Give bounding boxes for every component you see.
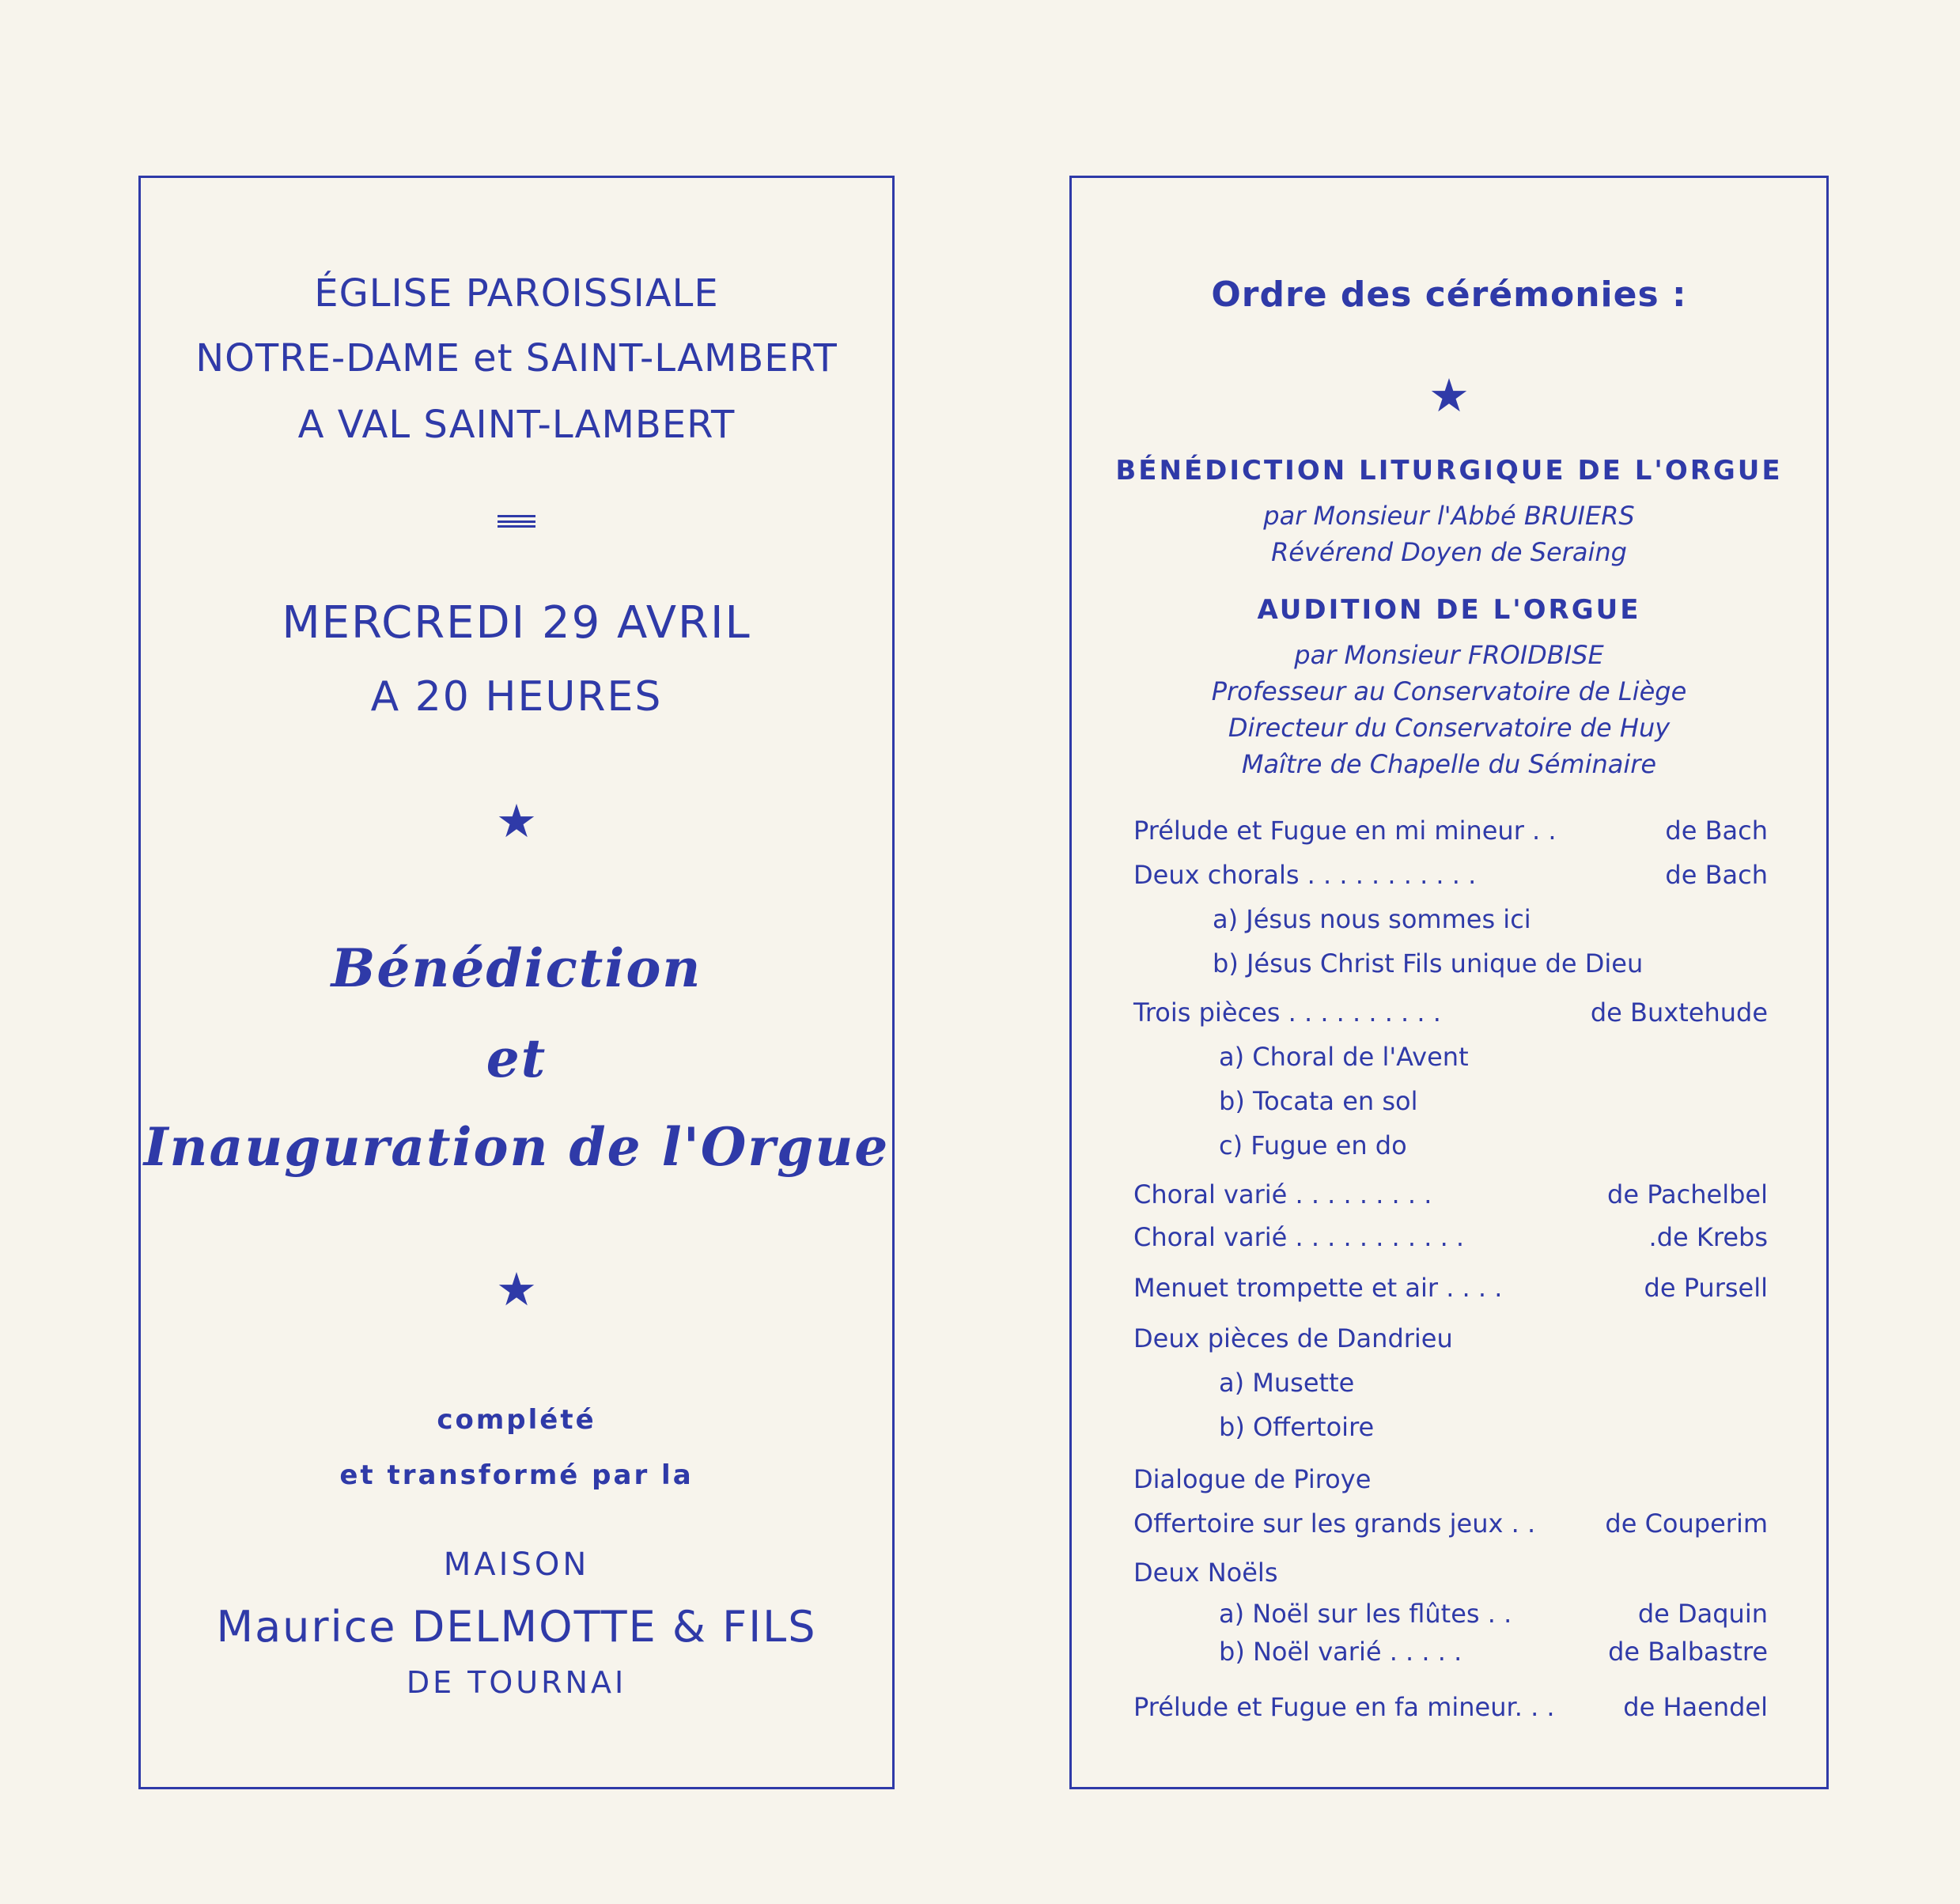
maker-city: DE TOURNAI (406, 1665, 627, 1700)
audition-role-1: Professeur au Conservatoire de Liège (1211, 676, 1687, 706)
program-subitem-composer: de Balbastre (1608, 1637, 1768, 1667)
program-subitem: a) Jésus nous sommes ici (1213, 904, 1531, 934)
benediction-officiant: par Monsieur l'Abbé BRUIERS (1263, 501, 1635, 531)
completed-text: complété (437, 1404, 596, 1436)
program-item-title: Trois pièces . . . . . . . . . . (1133, 997, 1441, 1028)
audition-role-2: Directeur du Conservatoire de Huy (1228, 713, 1671, 743)
program-item-title: Offertoire sur les grands jeux . . (1133, 1508, 1536, 1539)
left-panel (138, 176, 895, 1789)
program-item-composer: de Haendel (1623, 1692, 1768, 1722)
transformed-text: et transformé par la (339, 1459, 694, 1491)
gothic-title-line-3: Inauguration de l'Orgue (143, 1116, 890, 1178)
double-rule-divider (498, 515, 535, 528)
program-item-title: Prélude et Fugue en fa mineur. . . (1133, 1692, 1555, 1722)
maison-label: MAISON (443, 1546, 590, 1583)
star-icon: ★ (1428, 369, 1470, 422)
program-item-title: Choral varié . . . . . . . . . (1133, 1179, 1432, 1209)
program-item-title: Menuet trompette et air . . . . (1133, 1273, 1503, 1303)
benediction-heading: BÉNÉDICTION LITURGIQUE DE L'ORGUE (1115, 455, 1783, 486)
program-subitem-title: b) Noël varié . . . . . (1219, 1637, 1462, 1667)
program-title: Ordre des cérémonies : (1211, 274, 1687, 315)
program-item-composer: de Bach (1665, 860, 1768, 890)
program-subitem: b) Offertoire (1219, 1412, 1375, 1442)
program-subitem: a) Choral de l'Avent (1219, 1042, 1469, 1072)
program-item-composer: de Bach (1665, 816, 1768, 846)
program-subitem: c) Fugue en do (1219, 1130, 1407, 1160)
audition-role-3: Maître de Chapelle du Séminaire (1241, 749, 1657, 779)
audition-heading: AUDITION DE L'ORGUE (1257, 594, 1641, 626)
gothic-title-line-1: Bénédiction (331, 937, 702, 999)
program-subitem: b) Tocata en sol (1219, 1086, 1418, 1116)
program-item-title: Deux chorals . . . . . . . . . . . (1133, 860, 1477, 890)
program-subitem: b) Jésus Christ Fils unique de Dieu (1213, 948, 1644, 978)
church-line-3: A VAL SAINT-LAMBERT (297, 403, 736, 447)
star-icon: ★ (496, 794, 537, 848)
church-line-2: NOTRE-DAME et SAINT-LAMBERT (195, 336, 838, 380)
church-line-1: ÉGLISE PAROISSIALE (314, 271, 719, 316)
program-item-composer: .de Krebs (1648, 1222, 1768, 1252)
maker-name: Maurice DELMOTTE & FILS (216, 1602, 817, 1652)
program-item-title: Deux pièces de Dandrieu (1133, 1323, 1453, 1353)
program-subitem-title: a) Noël sur les flûtes . . (1219, 1599, 1512, 1629)
program-item-composer: de Pachelbel (1607, 1179, 1768, 1209)
program-item-title: Choral varié . . . . . . . . . . . (1133, 1222, 1465, 1252)
program-item-composer: de Couperim (1605, 1508, 1768, 1539)
program-item-title: Dialogue de Piroye (1133, 1464, 1372, 1494)
program-item-title: Deux Noëls (1133, 1558, 1278, 1588)
right-panel (1069, 176, 1829, 1789)
program-subitem-composer: de Daquin (1637, 1599, 1768, 1629)
event-date: MERCREDI 29 AVRIL (282, 597, 751, 649)
audition-organist: par Monsieur FROIDBISE (1294, 640, 1604, 670)
program-subitem: a) Musette (1219, 1368, 1355, 1398)
program-item-title: Prélude et Fugue en mi mineur . . (1133, 816, 1557, 846)
event-time: A 20 HEURES (370, 673, 663, 721)
star-icon: ★ (496, 1262, 537, 1316)
gothic-title-line-2: et (486, 1028, 547, 1089)
program-item-composer: de Buxtehude (1590, 997, 1768, 1028)
benediction-officiant-role: Révérend Doyen de Seraing (1271, 537, 1627, 567)
program-item-composer: de Pursell (1644, 1273, 1768, 1303)
